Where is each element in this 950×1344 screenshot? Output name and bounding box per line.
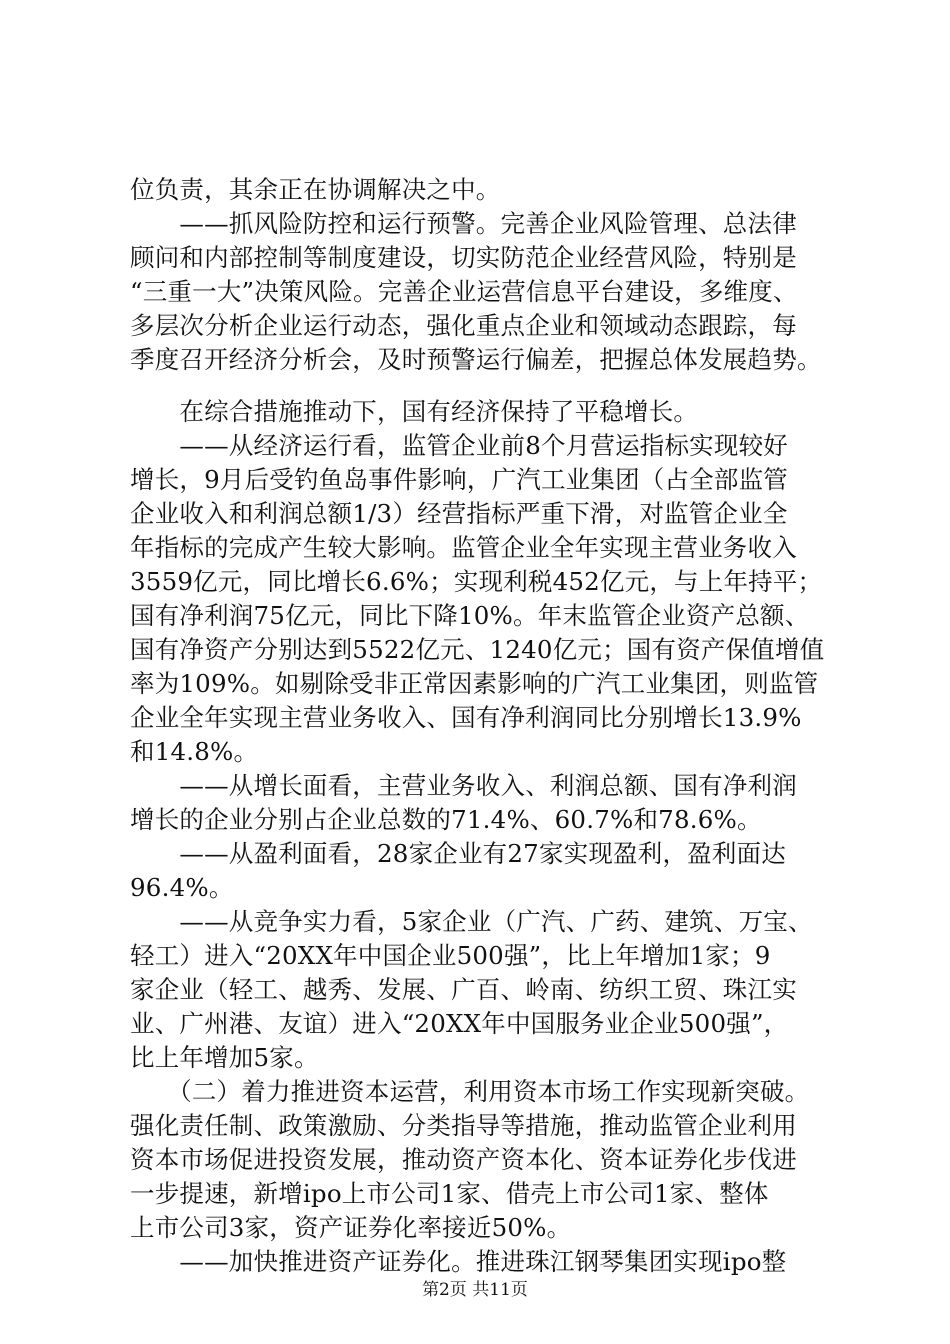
text-line: 多层次分析企业运行动态，强化重点企业和领域动态跟踪，每 [130,311,797,340]
text-line: 上市公司3家，资产证券化率接近50%。 [130,1213,572,1242]
text-line: 和14.8%。 [130,737,259,766]
text-line: ——从增长面看，主营业务收入、利润总额、国有净利润 [130,771,797,800]
text-line: 国有净利润75亿元，同比下降10%。年末监管企业资产总额、 [130,601,810,630]
text-line: 顾问和内部控制等制度建设，切实防范企业经营风险，特别是 [130,243,797,272]
text-line: ——加快推进资产证券化。推进珠江钢琴集团实现ipo整 [130,1247,787,1276]
text-line: 业、广州港、友谊）进入“20XX年中国服务业企业500强”， [130,1009,789,1038]
text-line: 96.4%。 [130,873,234,902]
text-line: 增长的企业分别占企业总数的71.4%、60.7%和78.6%。 [130,805,762,834]
text-line: 资本市场促进投资发展，推动资产资本化、资本证券化步伐进 [130,1145,797,1174]
text-line: 强化责任制、政策激励、分类指导等措施，推动监管企业利用 [130,1111,797,1140]
page-number-footer: 第2页 共11页 [422,1280,528,1300]
text-line: 在综合措施推动下，国有经济保持了平稳增长。 [130,397,699,426]
text-line: 家企业（轻工、越秀、发展、广百、岭南、纺织工贸、珠江实 [130,975,797,1004]
text-line: 季度召开经济分析会，及时预警运行偏差，把握总体发展趋势。 [130,345,822,374]
text-line: 企业收入和利润总额1/3）经营指标严重下滑，对监管企业全 [130,499,788,528]
text-line: 率为109%。如剔除受非正常因素影响的广汽工业集团，则监管 [130,669,819,698]
text-line: 国有净资产分别达到5522亿元、1240亿元；国有资产保值增值 [130,635,825,664]
text-line: ——从盈利面看，28家企业有27家实现盈利，盈利面达 [130,839,786,868]
text-line: 企业全年实现主营业务收入、国有净利润同比分别增长13.9% [130,703,802,732]
text-line: 轻工）进入“20XX年中国企业500强”，比上年增加1家；9 [130,941,771,970]
text-line: “三重一大”决策风险。完善企业运营信息平台建设，多维度、 [130,277,798,306]
text-line: ——从竞争实力看，5家企业（广汽、广药、建筑、万宝、 [130,907,813,936]
text-line: 位负责，其余正在协调解决之中。 [130,175,501,204]
text-line: 一步提速，新增ipo上市公司1家、借壳上市公司1家、整体 [130,1179,769,1208]
text-line: 年指标的完成产生较大影响。监管企业全年实现主营业务收入 [130,533,797,562]
text-line: （二）着力推进资本运营，利用资本市场工作实现新突破。 [130,1077,810,1106]
text-line: 比上年增加5家。 [130,1043,319,1072]
text-line: 增长，9月后受钓鱼岛事件影响，广汽工业集团（占全部监管 [130,465,788,494]
text-line: ——抓风险防控和运行预警。完善企业风险管理、总法律 [130,209,797,238]
text-line: ——从经济运行看，监管企业前8个月营运指标实现较好 [130,431,788,460]
text-line: 3559亿元，同比增长6.6%；实现利税452亿元，与上年持平； [130,567,823,596]
